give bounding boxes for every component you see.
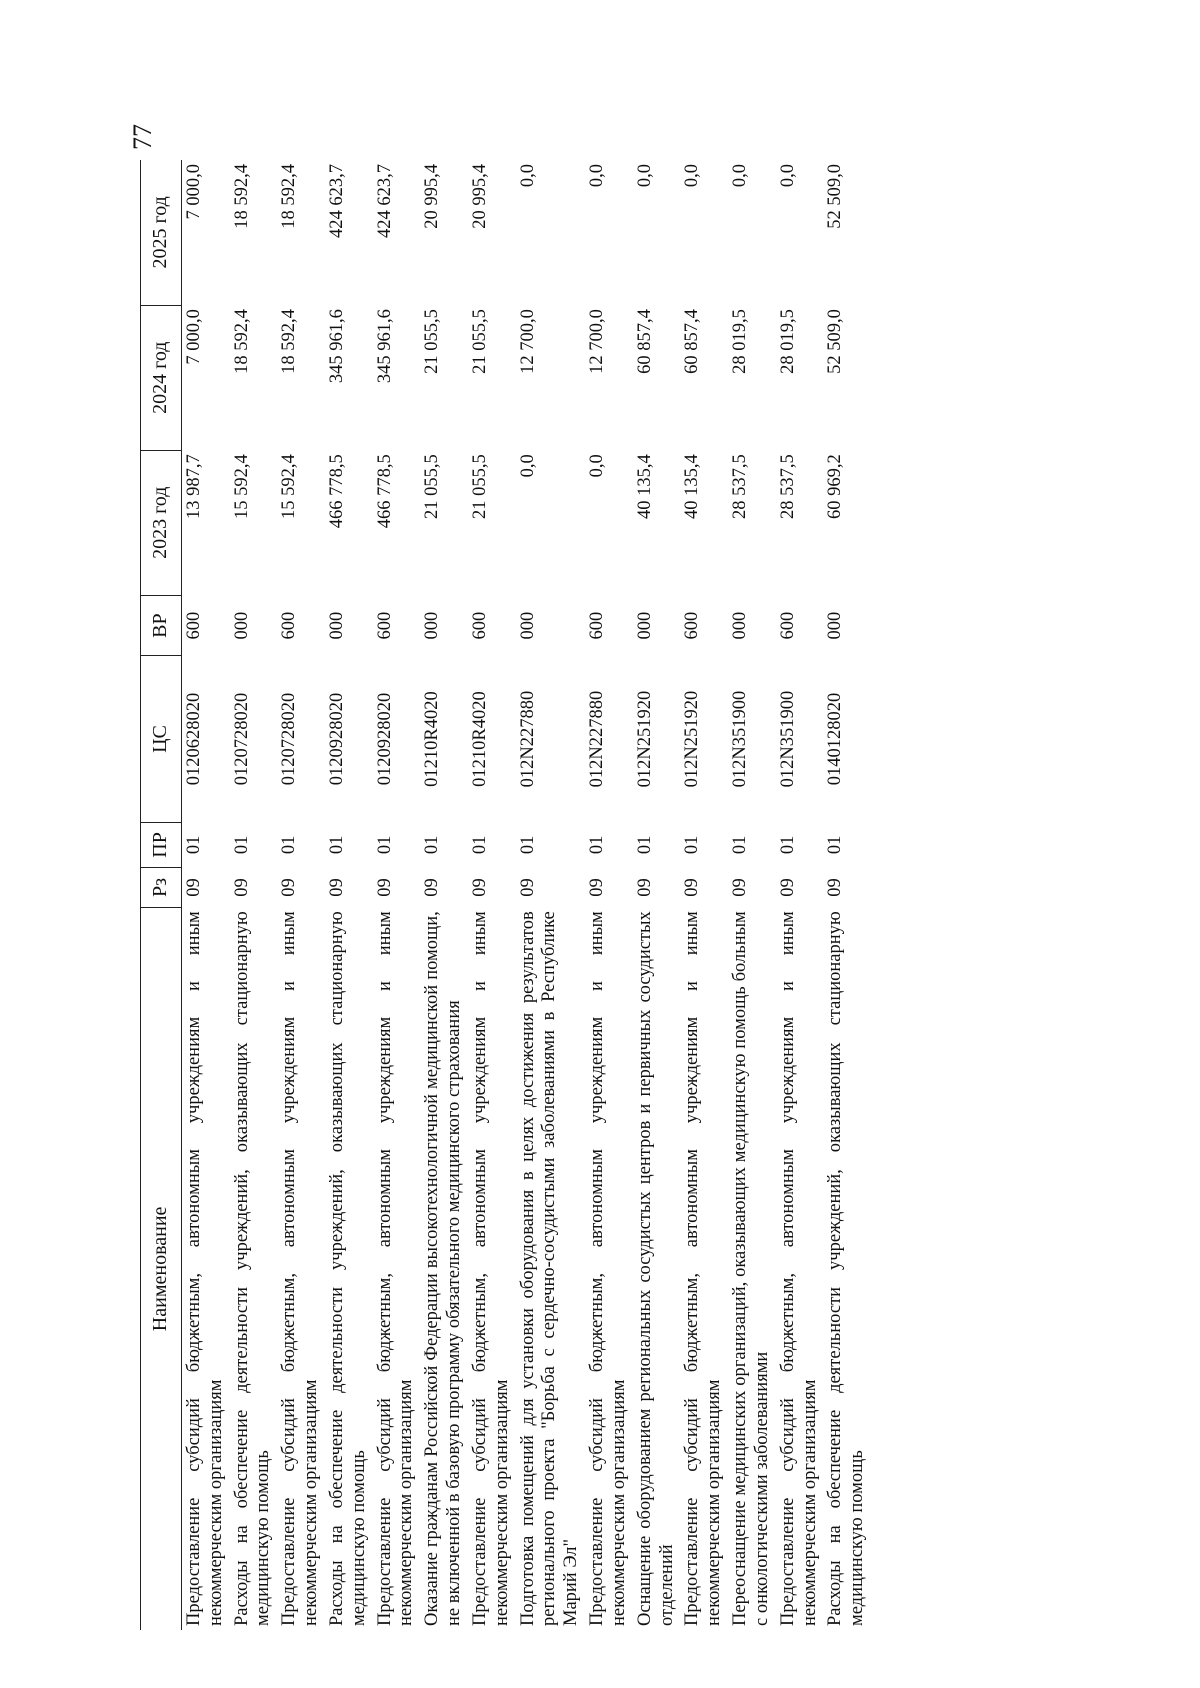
- cell-name: Подготовка помещений для установки оборудования в целях достижения результатов регионального проекта "Борьба с сердечно-сосудистыми заболеваниями в Республике Марий Эл": [517, 911, 582, 1626]
- table-row: [728, 160, 776, 1630]
- cell-pr: 01: [184, 835, 204, 855]
- cell-vr: 600: [279, 611, 300, 640]
- cell-cs: 0120728020: [231, 692, 252, 786]
- cell-rz: 09: [682, 878, 703, 897]
- cell-cs: 0120728020: [279, 692, 300, 786]
- cell-name: Расходы на обеспечение деятельности учреждений, оказывающих стационарную медицинскую помощь: [326, 911, 369, 1626]
- cell-y2025: 20 995,4: [422, 164, 443, 229]
- cell-vr: 600: [587, 611, 608, 640]
- cell-pr: 01: [777, 835, 798, 855]
- cell-pr: 01: [374, 835, 395, 855]
- cell-vr: 600: [682, 611, 703, 640]
- page-number: 77: [128, 124, 157, 150]
- cell-cs: 0120628020: [184, 692, 204, 786]
- cell-rz: 09: [326, 878, 347, 897]
- cell-name: Расходы на обеспечение деятельности учреждений, оказывающих стационарную медицинскую помощь: [231, 911, 274, 1626]
- cell-y2025: 0,0: [730, 164, 751, 188]
- cell-y2025: 52 509,0: [825, 164, 846, 229]
- cell-y2023: 15 592,4: [279, 454, 300, 519]
- cell-rz: 09: [517, 878, 538, 897]
- cell-name: Расходы на обеспечение деятельности учреждений, оказывающих стационарную медицинскую помощь: [825, 911, 868, 1626]
- cell-vr: 000: [326, 611, 347, 640]
- cell-rz: 09: [825, 878, 846, 897]
- cell-vr: 600: [777, 611, 798, 640]
- cell-y2024: 21 055,5: [469, 309, 490, 374]
- budget-table: [140, 160, 871, 1630]
- table-row: [823, 160, 871, 1630]
- cell-y2024: 21 055,5: [422, 309, 443, 374]
- cell-y2023: 466 778,5: [326, 454, 347, 529]
- cell-y2025: 0,0: [634, 164, 655, 188]
- cell-vr: 000: [634, 611, 655, 640]
- cell-y2025: 20 995,4: [469, 164, 490, 229]
- cell-name: Предоставление субсидий бюджетным, автономным учреждениям и иным некоммерческим организациям: [587, 911, 629, 1626]
- cell-pr: 01: [231, 835, 252, 855]
- table-row: [277, 160, 325, 1630]
- cell-cs: 012N351900: [730, 690, 751, 788]
- cell-y2024: 7 000,0: [184, 309, 204, 365]
- cell-rz: 09: [730, 878, 751, 897]
- header-2024: 2024 год: [141, 305, 182, 450]
- cell-y2025: 18 592,4: [279, 164, 300, 229]
- cell-y2025: 424 623,7: [326, 164, 347, 238]
- cell-vr: 000: [730, 611, 751, 640]
- cell-vr: 600: [469, 611, 490, 640]
- cell-y2023: 60 969,2: [825, 454, 846, 519]
- header-2025: 2025 год: [141, 160, 182, 305]
- cell-y2023: 21 055,5: [469, 454, 490, 519]
- cell-name: Предоставление субсидий бюджетным, автономным учреждениям и иным некоммерческим организациям: [279, 911, 322, 1626]
- cell-vr: 600: [374, 611, 395, 640]
- cell-rz: 09: [184, 878, 204, 897]
- cell-pr: 01: [587, 835, 608, 855]
- cell-cs: 012N351900: [777, 690, 798, 788]
- cell-y2023: 0,0: [587, 454, 608, 478]
- table-row: [776, 160, 824, 1630]
- cell-name: Предоставление субсидий бюджетным, автономным учреждениям и иным некоммерческим организациям: [682, 911, 725, 1626]
- cell-cs: 01210R4020: [469, 691, 490, 787]
- table-row: [182, 160, 230, 1630]
- table-row: [420, 160, 468, 1630]
- cell-y2025: 0,0: [517, 164, 538, 188]
- cell-y2025: 0,0: [777, 164, 798, 188]
- cell-y2024: 345 961,6: [326, 309, 347, 384]
- table-row: [373, 160, 421, 1630]
- cell-vr: 000: [231, 611, 252, 640]
- cell-vr: 000: [422, 611, 443, 640]
- cell-y2024: 60 857,4: [634, 309, 655, 374]
- rotated-table-container: [140, 150, 1040, 1630]
- cell-y2024: 60 857,4: [682, 309, 703, 374]
- cell-y2024: 345 961,6: [374, 309, 395, 384]
- cell-y2023: 40 135,4: [682, 454, 703, 519]
- cell-y2024: 18 592,4: [279, 309, 300, 374]
- cell-rz: 09: [587, 878, 608, 897]
- header-vr: ВР: [141, 595, 182, 656]
- header-2023: 2023 год: [141, 450, 182, 595]
- table-row: [633, 160, 681, 1630]
- cell-pr: 01: [326, 835, 347, 855]
- cell-vr: 600: [184, 611, 204, 640]
- cell-vr: 000: [825, 611, 846, 640]
- cell-cs: 0120928020: [374, 692, 395, 786]
- cell-y2024: 52 509,0: [825, 309, 846, 374]
- cell-name: Переоснащение медицинских организаций, оказывающих медицинскую помощь больным с онкологическими заболеваниями: [730, 911, 772, 1626]
- table-row: [325, 160, 373, 1630]
- cell-rz: 09: [231, 878, 252, 897]
- cell-y2024: 12 700,0: [587, 309, 608, 374]
- cell-y2024: 28 019,5: [730, 309, 751, 374]
- cell-y2023: 28 537,5: [777, 454, 798, 519]
- cell-y2025: 18 592,4: [231, 164, 252, 229]
- cell-pr: 01: [469, 835, 490, 855]
- cell-y2025: 0,0: [587, 164, 608, 188]
- table-body: [182, 160, 872, 1630]
- cell-cs: 0120928020: [326, 692, 347, 786]
- cell-cs: 012N227880: [517, 690, 538, 788]
- cell-pr: 01: [730, 835, 751, 855]
- table-row: [585, 160, 633, 1630]
- cell-cs: 012N251920: [634, 690, 655, 788]
- cell-y2023: 0,0: [517, 454, 538, 478]
- cell-pr: 01: [279, 835, 300, 855]
- cell-pr: 01: [634, 835, 655, 855]
- cell-y2023: 466 778,5: [374, 454, 395, 529]
- header-name: Наименование: [141, 907, 182, 1630]
- cell-y2024: 28 019,5: [777, 309, 798, 374]
- cell-name: Предоставление субсидий бюджетным, автономным учреждениям и иным некоммерческим организациям: [184, 911, 226, 1626]
- cell-name: Оснащение оборудованием региональных сосудистых центров и первичных сосудистых отделений: [634, 911, 677, 1626]
- cell-pr: 01: [422, 835, 443, 855]
- table-row: [468, 160, 516, 1630]
- cell-cs: 0140128020: [825, 692, 846, 786]
- cell-y2023: 15 592,4: [231, 454, 252, 519]
- cell-cs: 012N251920: [682, 690, 703, 788]
- table-row: [680, 160, 728, 1630]
- cell-y2023: 13 987,7: [184, 454, 204, 519]
- cell-y2023: 21 055,5: [422, 454, 443, 519]
- cell-cs: 01210R4020: [422, 691, 443, 787]
- cell-rz: 09: [374, 878, 395, 897]
- cell-name: Предоставление субсидий бюджетным, автономным учреждениям и иным некоммерческим организациям: [374, 911, 417, 1626]
- cell-name: Предоставление субсидий бюджетным, автономным учреждениям и иным некоммерческим организациям: [469, 911, 512, 1626]
- cell-rz: 09: [422, 878, 443, 897]
- cell-rz: 09: [469, 878, 490, 897]
- cell-name: Оказание гражданам Российской Федерации высокотехнологичной медицинской помощи, не включенной в базовую программу обязательного медицинского страхования: [422, 911, 465, 1626]
- cell-pr: 01: [682, 835, 703, 855]
- cell-y2024: 12 700,0: [517, 309, 538, 374]
- cell-y2023: 40 135,4: [634, 454, 655, 519]
- cell-vr: 000: [517, 611, 538, 640]
- cell-y2025: 0,0: [682, 164, 703, 188]
- header-rz: Рз: [141, 868, 182, 908]
- cell-y2024: 18 592,4: [231, 309, 252, 374]
- cell-name: Предоставление субсидий бюджетным, автономным учреждениям и иным некоммерческим организациям: [777, 911, 820, 1626]
- cell-pr: 01: [825, 835, 846, 855]
- header-pr: ПР: [141, 822, 182, 868]
- table-row: [516, 160, 585, 1630]
- cell-y2023: 28 537,5: [730, 454, 751, 519]
- cell-rz: 09: [279, 878, 300, 897]
- table-header-row: [141, 160, 182, 1630]
- cell-cs: 012N227880: [587, 690, 608, 788]
- header-cs: ЦС: [141, 656, 182, 822]
- cell-y2025: 7 000,0: [184, 164, 204, 220]
- cell-pr: 01: [517, 835, 538, 855]
- cell-rz: 09: [634, 878, 655, 897]
- table-row: [230, 160, 278, 1630]
- cell-y2025: 424 623,7: [374, 164, 395, 238]
- cell-rz: 09: [777, 878, 798, 897]
